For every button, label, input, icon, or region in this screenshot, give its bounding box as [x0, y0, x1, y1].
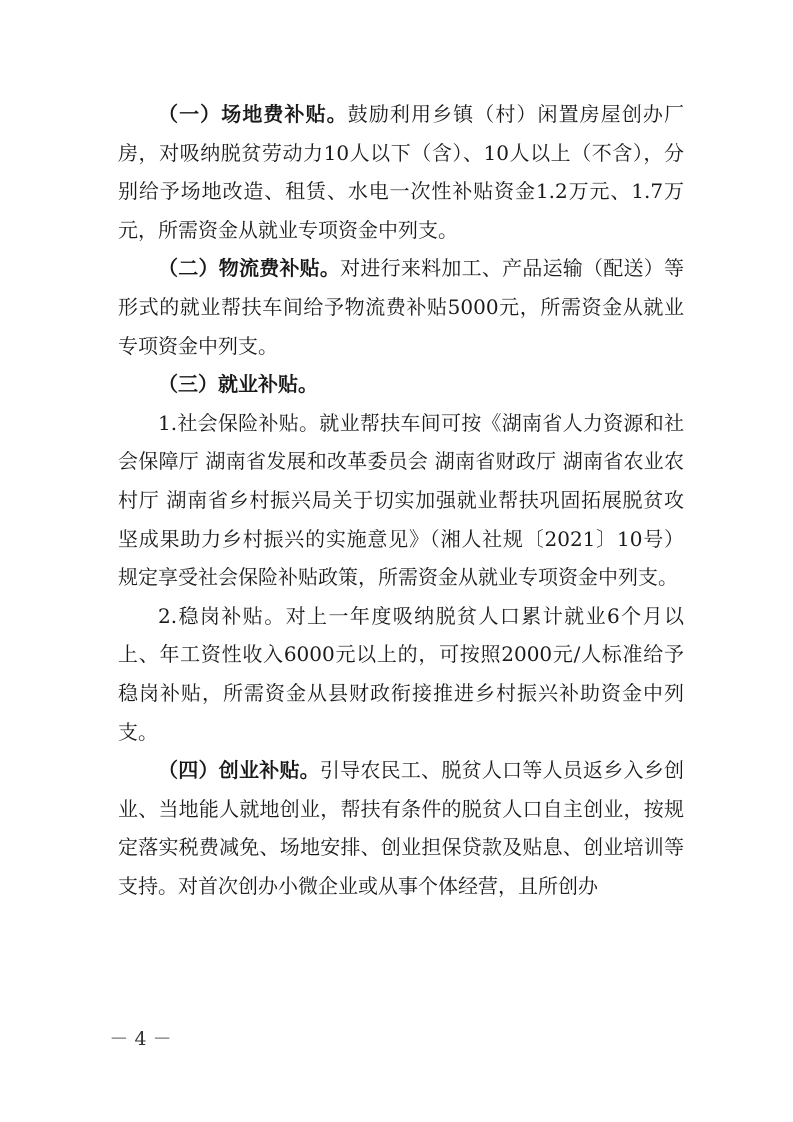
- text-social-insurance: 1.社会保险补贴。就业帮扶车间可按《湖南省人力资源和社会保障厅 湖南省发展和改革委员会 湖南省财政厅 湖南省农业农村厅 湖南省乡村振兴局关于切实加强就业帮扶巩固拓展脱贫攻坚成果助力乡村振兴的实施意见》（湘人社规〔2021〕10号）规定享受社会保险补贴政策，所需资金从就业专项资金中列支。: [118, 410, 684, 590]
- text-logistics-subsidy: 对进行来料加工、产品运输（配送）等形式的就业帮扶车间给予物流费补贴5000元，所需资金从就业专项资金中列支。: [118, 256, 685, 358]
- paragraph-logistics-subsidy: [118, 249, 684, 365]
- paragraph-employment-subsidy: [118, 365, 684, 404]
- heading-logistics-subsidy: （二）物流费补贴。: [158, 256, 341, 281]
- heading-employment-subsidy: （三）就业补贴。: [158, 372, 318, 397]
- heading-venue-subsidy: （一）场地费补贴。: [158, 102, 348, 126]
- paragraph-social-insurance: [118, 404, 684, 597]
- heading-entrepreneurship-subsidy: （四）创业补贴。: [158, 758, 320, 783]
- text-entrepreneurship-subsidy: 引导农民工、脱贫人口等人员返乡入乡创业、当地能人就地创业，帮扶有条件的脱贫人口自主创业，按规定落实税费减免、场地安排、创业担保贷款及贴息、创业培训等支持。对首次创办小微企业或从事个体经营，且所创办: [118, 758, 685, 898]
- text-venue-subsidy: 鼓励利用乡镇（村）闲置房屋创办厂房，对吸纳脱贫劳动力10人以下（含）、10人以上（不含），分别给予场地改造、租赁、水电一次性补贴资金1.2万元、1.7万元，所需资金从就业专项资金中列支。: [118, 102, 684, 242]
- text-job-stability: 2.稳岗补贴。对上一年度吸纳脱贫人口累计就业6个月以上、年工资性收入6000元以上的，可按照2000元/人标准给予稳岗补贴，所需资金从县财政衔接推进乡村振兴补助资金中列支。: [118, 603, 684, 744]
- body-text: [118, 95, 684, 905]
- paragraph-entrepreneurship-subsidy: [118, 751, 684, 905]
- paragraph-job-stability: [118, 597, 684, 751]
- page-number: － 4 －: [109, 1028, 172, 1050]
- paragraph-venue-subsidy: [118, 95, 684, 249]
